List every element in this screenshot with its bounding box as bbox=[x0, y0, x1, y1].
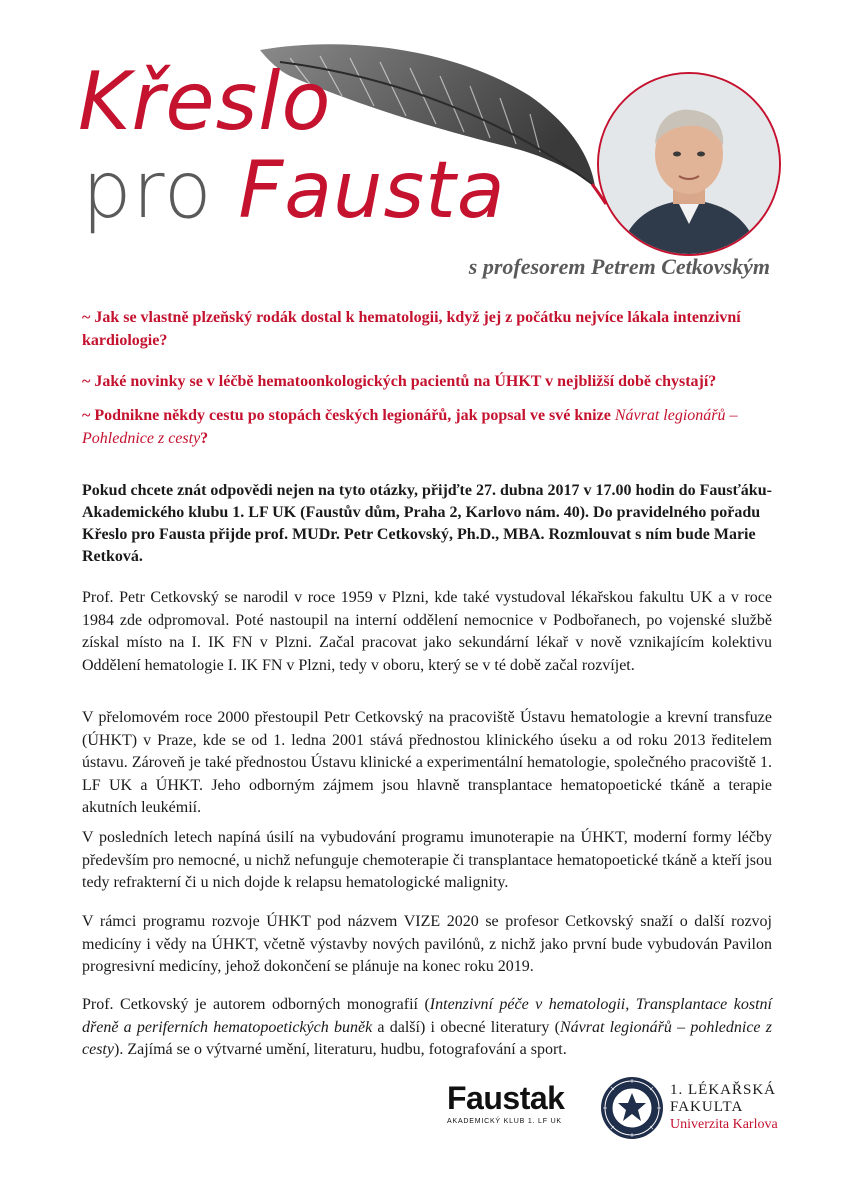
question-3-text: ~ Podnikne někdy cestu po stopách českých legionářů, jak popsal ve své knize bbox=[82, 407, 615, 424]
faustak-logo-subtitle: AKADEMICKÝ KLUB 1. LF UK bbox=[447, 1118, 562, 1125]
p5-monographs: Intenzivní péče v hematologii, Transplantace kostní dřeně a periferních hematopoetických buněk bbox=[82, 996, 772, 1036]
bio-paragraph-1: Prof. Petr Cetkovský se narodil v roce 1959 v Plzni, kde také vystudoval lékařskou fakultu UK a v roce 1984 zde odpromoval. Poté nastoupil na interní oddělení nemocnice v Podbořanech, po vojenské službě získal místo na I. IK FN v Plzni. Začal pracovat jako sekundární lékař v nově vznikajícím kolektivu Oddělení hematologie I. IK FN v Plzni, tedy v oboru, který se v té době začal rozvíjet. bbox=[82, 589, 772, 674]
bio-paragraph-4: V rámci programu rozvoje ÚHKT pod názvem VIZE 2020 se profesor Cetkovský snaží o další rozvoj medicíny i vědy na ÚHKT, včetně výstavby nových pavilónů, z nichž jako první bude vybudován Pavilon progresivní medicíny, jehož dokončení se plánuje na konec roku 2019. bbox=[82, 913, 772, 975]
faustak-logo bbox=[447, 1082, 577, 1125]
title-fausta: Fausta bbox=[238, 146, 506, 236]
bio-paragraph-5 bbox=[82, 994, 772, 1062]
bio-paragraph-3: V posledních letech napíná úsilí na vybudování programu imunoterapie na ÚHKT, moderní formy léčby především pro nemocné, u nichž nefunguje chemoterapie či transplantace hematopoetické tkáně a kteří jsou tedy refrakterní či u nich dojde k relapsu hematologické malignity. bbox=[82, 829, 772, 891]
question-3-book-title: Návrat legionářů – Pohlednice z cesty bbox=[82, 407, 738, 447]
p5-text-a: Prof. Cetkovský je autorem odborných monografií ( bbox=[82, 996, 430, 1013]
question-1: ~ Jak se vlastně plzeňský rodák dostal k hematologii, když jej z počátku nejvíce lákala intenzivní kardiologie? bbox=[82, 309, 741, 349]
university-name: Univerzita Karlova bbox=[670, 1117, 778, 1132]
portrait-photo bbox=[597, 72, 781, 256]
p5-text-e: ). Zajímá se o výtvarné umění, literaturu, hudbu, fotografování a sport. bbox=[113, 1041, 567, 1058]
bio-paragraph-2: V přelomovém roce 2000 přestoupil Petr Cetkovský na pracoviště Ústavu hematologie a krevní transfuze (ÚHKT) v Praze, kde se od 1. ledna 2001 stává přednostou klinického úseku a od roku 2013 ředitelem ústavu. Zároveň je také přednostou Ústavu klinické a experimentální hematologie, společného pracoviště 1. LF UK a ÚHKT. Jeho odborným zájmem jsou hlavně transplantace hematopoetické tkáně a terapie akutních leukémií. bbox=[82, 709, 772, 816]
faustak-logo-word: Faustak bbox=[447, 1080, 565, 1116]
subtitle: s profesorem Petrem Cetkovským bbox=[468, 254, 770, 279]
faculty-seal-icon bbox=[600, 1076, 664, 1140]
title-kreslo: Křeslo bbox=[78, 55, 332, 148]
title-pro-fausta bbox=[82, 146, 506, 236]
p5-text-c: a další) i obecné literatury ( bbox=[372, 1018, 560, 1036]
title-pro: pro bbox=[82, 146, 213, 236]
question-3 bbox=[82, 404, 772, 450]
faculty-logo-text bbox=[670, 1082, 778, 1133]
question-3-end: ? bbox=[200, 430, 209, 447]
faculty-name-line2: FAKULTA bbox=[670, 1099, 744, 1115]
intro-paragraph: Pokud chcete znát odpovědi nejen na tyto otázky, přijďte 27. dubna 2017 v 17.00 hodin do Fausťáku-Akademického klubu 1. LF UK (Faustův dům, Praha 2, Karlovo nám. 40). Do pravidelného pořadu Křeslo pro Fausta přijde prof. MUDr. Petr Cetkovský, Ph.D., MBA. Rozmlouvat s ním bude Marie Retková. bbox=[82, 482, 772, 565]
question-2: ~ Jaké novinky se v léčbě hematoonkologických pacientů na ÚHKT v nejbližší době chystají? bbox=[82, 373, 717, 390]
p5-book: Návrat legionářů – pohlednice z cesty bbox=[82, 1018, 772, 1058]
faculty-name-line1: 1. LÉKAŘSKÁ bbox=[670, 1082, 777, 1098]
